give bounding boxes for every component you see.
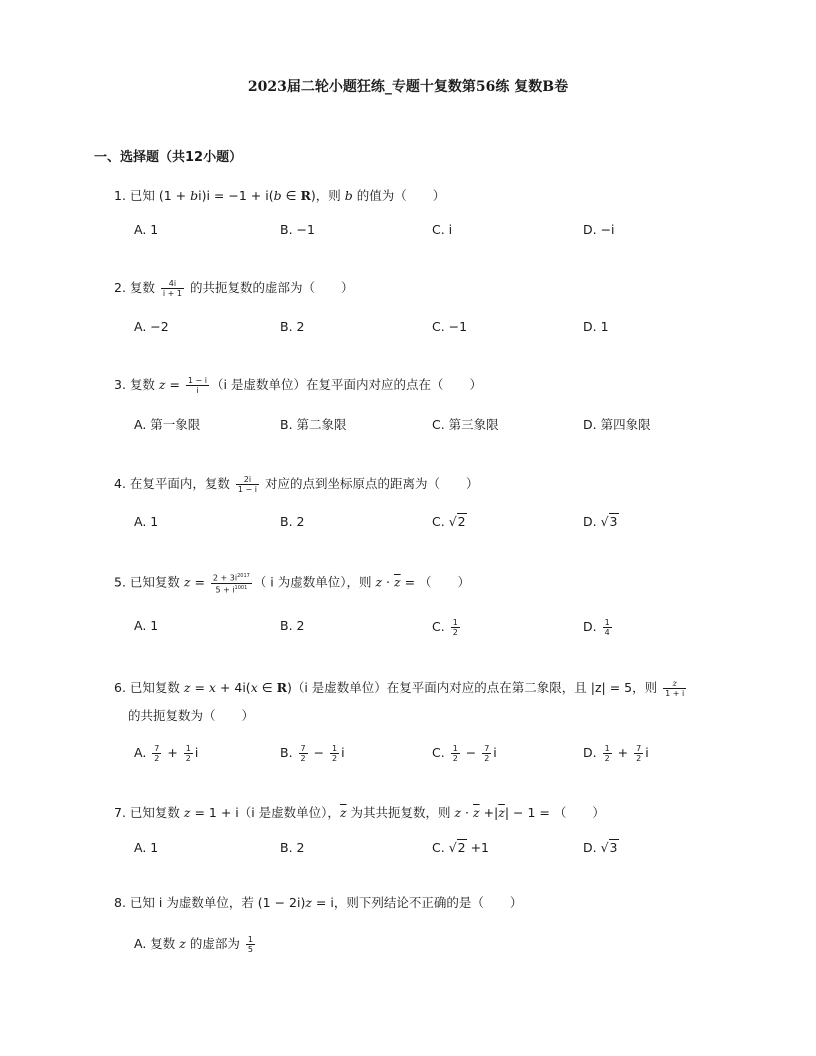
fraction: $\frac{z}{1 + i}$ [665, 679, 685, 698]
fraction: $\frac{2 + 3i^{2017}}{5 + i^{1001}}$ [212, 573, 250, 595]
option-c[interactable]: C. −1 [432, 319, 468, 334]
question-8: 8. 已知 i 为虚数单位，若 (1 − 2i)z = i，则下列结论不正确的是（ ） [114, 895, 523, 910]
question-2-options [134, 319, 754, 339]
question-3-options [134, 415, 754, 435]
question-7-options [134, 840, 754, 860]
option-c[interactable]: C. √2 +1 [432, 840, 490, 855]
option-a[interactable]: A. 1 [134, 222, 159, 237]
option-c[interactable]: C. 第三象限 [432, 417, 499, 432]
option-b[interactable]: B. 2 [280, 319, 305, 334]
question-7: 7. 已知复数 z = 1 + i（i 是虚数单位），$\overline{z}$ 为其共扼复数，则 $z \cdot \overline{z} +|\overline{z}| - 1$ = （ ） [114, 805, 605, 820]
option-b[interactable]: B. 2 [280, 840, 305, 855]
option-b[interactable]: B. 第二象限 [280, 417, 347, 432]
option-a[interactable]: A. 第一象限 [134, 417, 201, 432]
option-d[interactable]: D. √3 [583, 514, 618, 529]
fraction: $\frac{1 - i}{i}$ [187, 376, 207, 395]
question-1: 1. 已知 (1 + bi)i = −1 + i(b ∈ R)，则 b 的值为（ ） [114, 188, 446, 203]
question-2: 2. 复数 $\frac{4i}{i + 1}$ 的共扼复数的虚部为（ ） [114, 279, 354, 298]
option-d[interactable]: D. −i [583, 222, 615, 237]
option-a[interactable]: A. $\frac{7}{2}$ + $\frac{1}{2}$ i [134, 744, 199, 763]
question-8-options [134, 934, 754, 954]
option-c[interactable]: C. √2 [432, 514, 466, 529]
option-d[interactable]: D. $\frac{1}{4}$ [583, 618, 610, 637]
option-d[interactable]: D. 1 [583, 319, 609, 334]
question-4-options [134, 514, 754, 534]
option-a[interactable]: A. 1 [134, 840, 159, 855]
page-title: 2023届二轮小题狂练_专题十复数第56练 复数B卷 [247, 79, 569, 95]
option-b[interactable]: B. $\frac{7}{2}$ − $\frac{1}{2}$ i [280, 744, 345, 763]
fraction: $\frac{2i}{1 - i}$ [237, 475, 257, 494]
question-4: 4. 在复平面内，复数 $\frac{2i}{1 - i}$ 对应的点到坐标原点的距离为（ ） [114, 475, 479, 494]
option-a[interactable]: A. −2 [134, 319, 169, 334]
question-1-options [134, 222, 754, 242]
option-d[interactable]: D. $\frac{1}{2}$ + $\frac{7}{2}$ i [583, 744, 649, 763]
question-3: 3. 复数 z = $\frac{1 - i}{i}$ （i 是虚数单位）在复平面内对应的点在（ ） [114, 376, 482, 395]
option-a[interactable]: A. 1 [134, 618, 159, 633]
option-b[interactable]: B. 2 [280, 618, 305, 633]
option-d[interactable]: D. √3 [583, 840, 618, 855]
option-c[interactable]: C. $\frac{1}{2}$ [432, 618, 458, 637]
fraction: $\frac{4i}{i + 1}$ [162, 279, 182, 298]
option-c[interactable]: C. $\frac{1}{2}$ − $\frac{7}{2}$ i [432, 744, 497, 763]
question-6-line-2: 的共扼复数为（ ） [128, 708, 255, 723]
option-b[interactable]: B. 2 [280, 514, 305, 529]
section-heading: 一、选择题（共12小题） [94, 150, 243, 165]
question-6-options [134, 744, 754, 764]
option-a[interactable]: A. 1 [134, 514, 159, 529]
question-5: 5. 已知复数 z = $\frac{2 + 3i^{2017}}{5 + i^{1001}}$ （ i 为虚数单位），则 $z \cdot \overline{z}$ = （ ） [114, 573, 471, 595]
option-b[interactable]: B. −1 [280, 222, 315, 237]
option-d[interactable]: D. 第四象限 [583, 417, 651, 432]
option-a[interactable]: A. 复数 z 的虚部为 $\frac{1}{5}$ [134, 935, 253, 954]
question-5-options [134, 618, 754, 638]
question-6: 6. 已知复数 z = x + 4i(x ∈ R)（i 是虚数单位）在复平面内对应的点在第二象限，且 |z| = 5，则 $\frac{z}{1 + i}$ [114, 679, 685, 698]
option-c[interactable]: C. i [432, 222, 453, 237]
